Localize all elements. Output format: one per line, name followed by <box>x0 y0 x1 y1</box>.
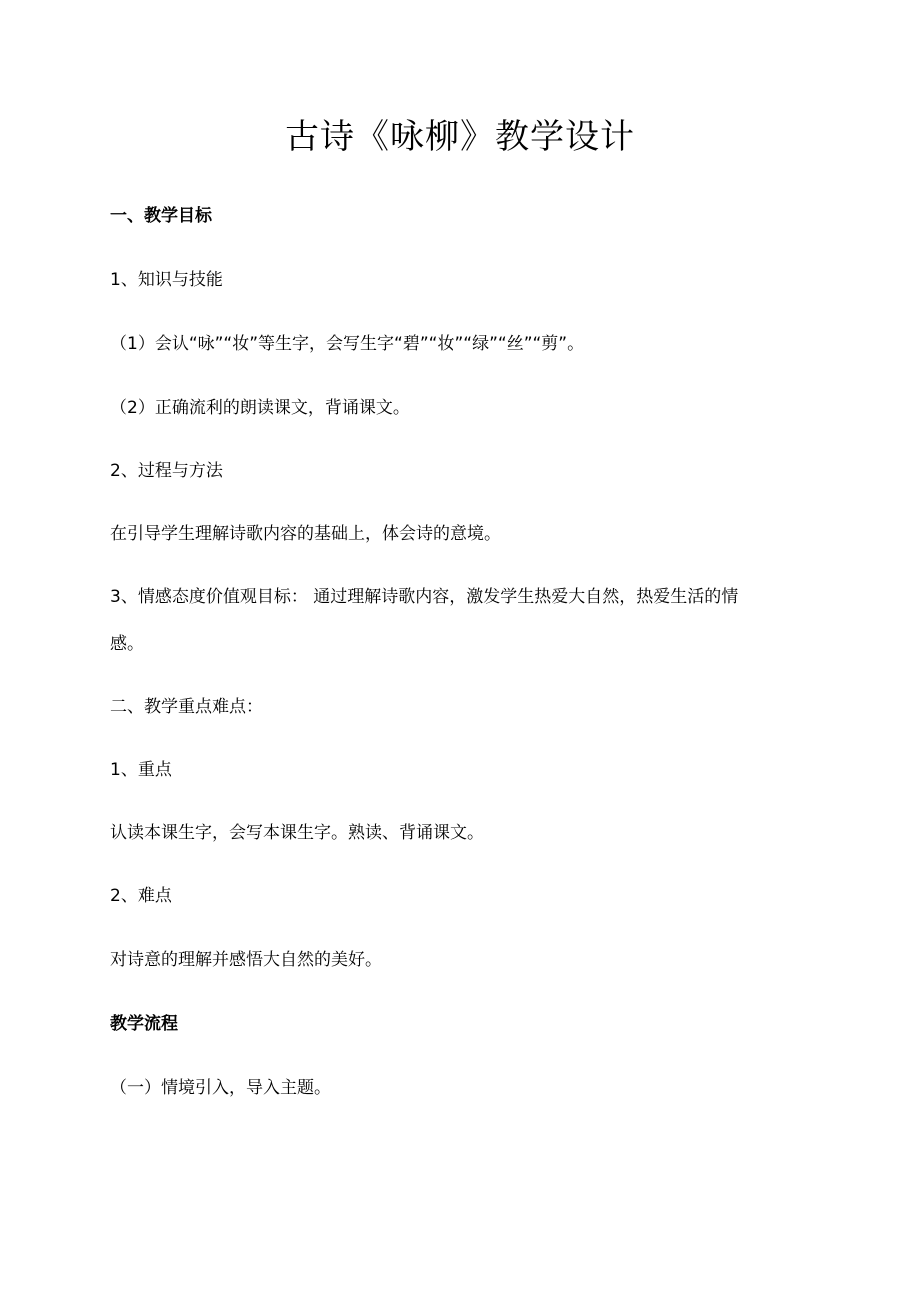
subheading-key-points: 1、重点 <box>110 760 172 780</box>
section-heading-teaching-process: 教学流程 <box>110 1014 178 1034</box>
subheading-knowledge-skills: 1、知识与技能 <box>110 270 223 290</box>
subheading-difficult-points: 2、难点 <box>110 886 172 906</box>
difficult-points-text: 对诗意的理解并感悟大自然的美好。 <box>110 950 382 970</box>
subheading-process-method: 2、过程与方法 <box>110 461 223 481</box>
document-title: 古诗《咏柳》教学设计 <box>285 117 635 157</box>
section-heading-key-difficult: 二、教学重点难点： <box>110 697 263 717</box>
emotion-goal-text: 3、情感态度价值观目标： 通过理解诗歌内容，激发学生热爱大自然，热爱生活的情 <box>110 587 739 607</box>
teaching-process-step-1: （一）情境引入，导入主题。 <box>110 1078 331 1098</box>
process-method-text: 在引导学生理解诗歌内容的基础上，体会诗的意境。 <box>110 524 501 544</box>
objective-item-1: （1）会认“咏”“妆”等生字，会写生字“碧”“妆”“绿”“丝”“剪”。 <box>110 334 585 354</box>
emotion-goal-text-continued: 感。 <box>110 634 144 654</box>
key-points-text: 认读本课生字，会写本课生字。熟读、背诵课文。 <box>110 823 484 843</box>
section-heading-teaching-objectives: 一、教学目标 <box>110 206 212 226</box>
objective-item-2: （2）正确流利的朗读课文，背诵课文。 <box>110 398 410 418</box>
